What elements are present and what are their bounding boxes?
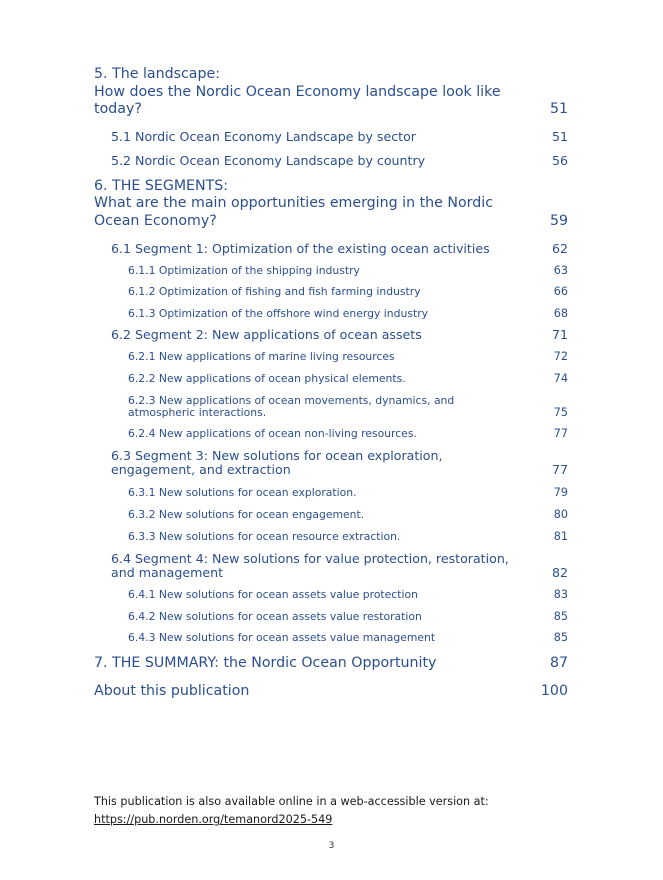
toc-section-6-1[interactable] <box>94 242 568 256</box>
toc-entry-title: 6.3 Segment 3: New solutions for ocean exploration, engagement, and extraction <box>111 448 443 478</box>
toc-page-number: 82 <box>551 565 568 581</box>
toc-entry-title: 6.1.1 Optimization of the shipping industry <box>128 263 360 277</box>
toc-entry-title: 6.4.1 New solutions for ocean assets value protection <box>128 588 418 602</box>
toc-chapter-7[interactable] <box>94 655 568 673</box>
toc-page-number: 85 <box>553 609 568 623</box>
toc-entry-title: 6.1.3 Optimization of the offshore wind energy industry <box>128 306 429 320</box>
toc-entry-title: 6.4.2 New solutions for ocean assets value restoration <box>128 609 422 623</box>
toc-entry-title: 6.3.2 New solutions for ocean engagement. <box>128 507 365 521</box>
toc-page-number: 56 <box>551 152 568 168</box>
toc-page-number: 100 <box>540 683 568 700</box>
toc-page-number: 77 <box>551 462 568 478</box>
toc-entry-title: 6.4.3 New solutions for ocean assets value management <box>128 631 436 645</box>
toc-entry-title: 6.2.1 New applications of marine living resources <box>128 350 395 364</box>
toc-entry-title: 6.2.3 New applications of ocean movements, dynamics, and atmospheric interactions. <box>128 393 455 420</box>
toc-entry-title: 6.3.1 New solutions for ocean exploration. <box>128 486 357 500</box>
publication-footer <box>94 795 489 827</box>
toc-section-6-4[interactable] <box>94 552 568 580</box>
table-of-contents <box>94 66 568 701</box>
toc-page-number: 51 <box>551 128 568 144</box>
toc-subsection-6-4-1[interactable] <box>94 589 568 602</box>
toc-entry-title: 6.1 Segment 1: Optimization of the existing ocean activities <box>111 240 490 256</box>
page-number: 3 <box>328 841 335 851</box>
toc-subsection-6-2-2[interactable] <box>94 373 568 386</box>
toc-subsection-6-2-1[interactable] <box>94 351 568 364</box>
toc-subsection-6-4-3[interactable] <box>94 632 568 645</box>
toc-page-number: 71 <box>551 327 568 343</box>
toc-page-number: 85 <box>553 631 568 645</box>
toc-entry-title: 5. The landscape: How does the Nordic Ocean Economy landscape look like today? <box>94 66 501 118</box>
toc-section-5-1[interactable] <box>94 130 568 144</box>
toc-page-number: 62 <box>551 240 568 256</box>
toc-page-number: 63 <box>553 263 568 277</box>
toc-page-number: 77 <box>553 426 568 440</box>
toc-section-6-3[interactable] <box>94 449 568 477</box>
toc-page-number: 81 <box>553 529 568 543</box>
toc-section-5-2[interactable] <box>94 154 568 168</box>
toc-about-publication[interactable] <box>94 683 568 701</box>
toc-entry-title: 6.4 Segment 4: New solutions for value protection, restoration, and management <box>111 551 509 581</box>
toc-subsection-6-1-2[interactable] <box>94 286 568 299</box>
toc-page-number: 59 <box>549 212 568 229</box>
toc-entry-title: 6.2 Segment 2: New applications of ocean assets <box>111 327 422 343</box>
toc-entry-title: 6.2.4 New applications of ocean non-living resources. <box>128 426 417 440</box>
toc-chapter-6[interactable] <box>94 178 568 231</box>
toc-entry-title: 7. THE SUMMARY: the Nordic Ocean Opportunity <box>94 654 437 671</box>
toc-entry-title: 5.2 Nordic Ocean Economy Landscape by country <box>111 152 426 168</box>
toc-page-number: 72 <box>553 350 568 364</box>
toc-entry-title: 5.1 Nordic Ocean Economy Landscape by sector <box>111 128 416 144</box>
toc-subsection-6-1-3[interactable] <box>94 308 568 321</box>
toc-subsection-6-4-2[interactable] <box>94 611 568 624</box>
toc-page-number: 66 <box>553 285 568 299</box>
toc-subsection-6-3-3[interactable] <box>94 531 568 544</box>
toc-page-number: 51 <box>549 101 568 118</box>
toc-section-6-2[interactable] <box>94 328 568 342</box>
toc-entry-title: 6.2.2 New applications of ocean physical elements. <box>128 371 406 385</box>
toc-page-number: 75 <box>553 406 568 420</box>
toc-page-number: 68 <box>553 306 568 320</box>
toc-page-number: 79 <box>553 486 568 500</box>
toc-chapter-5[interactable] <box>94 66 568 119</box>
toc-page-number: 87 <box>549 654 568 671</box>
toc-entry-title: 6. THE SEGMENTS: What are the main opportunities emerging in the Nordic Ocean Economy? <box>94 177 493 229</box>
toc-entry-title: 6.3.3 New solutions for ocean resource extraction. <box>128 529 401 543</box>
toc-subsection-6-1-1[interactable] <box>94 265 568 278</box>
toc-subsection-6-2-3[interactable] <box>94 395 568 420</box>
publication-link[interactable]: https://pub.norden.org/temanord2025-549 <box>94 813 333 826</box>
toc-page-number: 74 <box>553 371 568 385</box>
toc-subsection-6-2-4[interactable] <box>94 428 568 441</box>
toc-subsection-6-3-1[interactable] <box>94 487 568 500</box>
toc-page-number: 80 <box>553 507 568 521</box>
web-version-note: This publication is also available online in a web-accessible version at: <box>94 795 489 808</box>
toc-entry-title: 6.1.2 Optimization of fishing and fish farming industry <box>128 285 421 299</box>
toc-entry-title: About this publication <box>94 683 250 700</box>
toc-subsection-6-3-2[interactable] <box>94 509 568 522</box>
toc-page-number: 83 <box>553 588 568 602</box>
